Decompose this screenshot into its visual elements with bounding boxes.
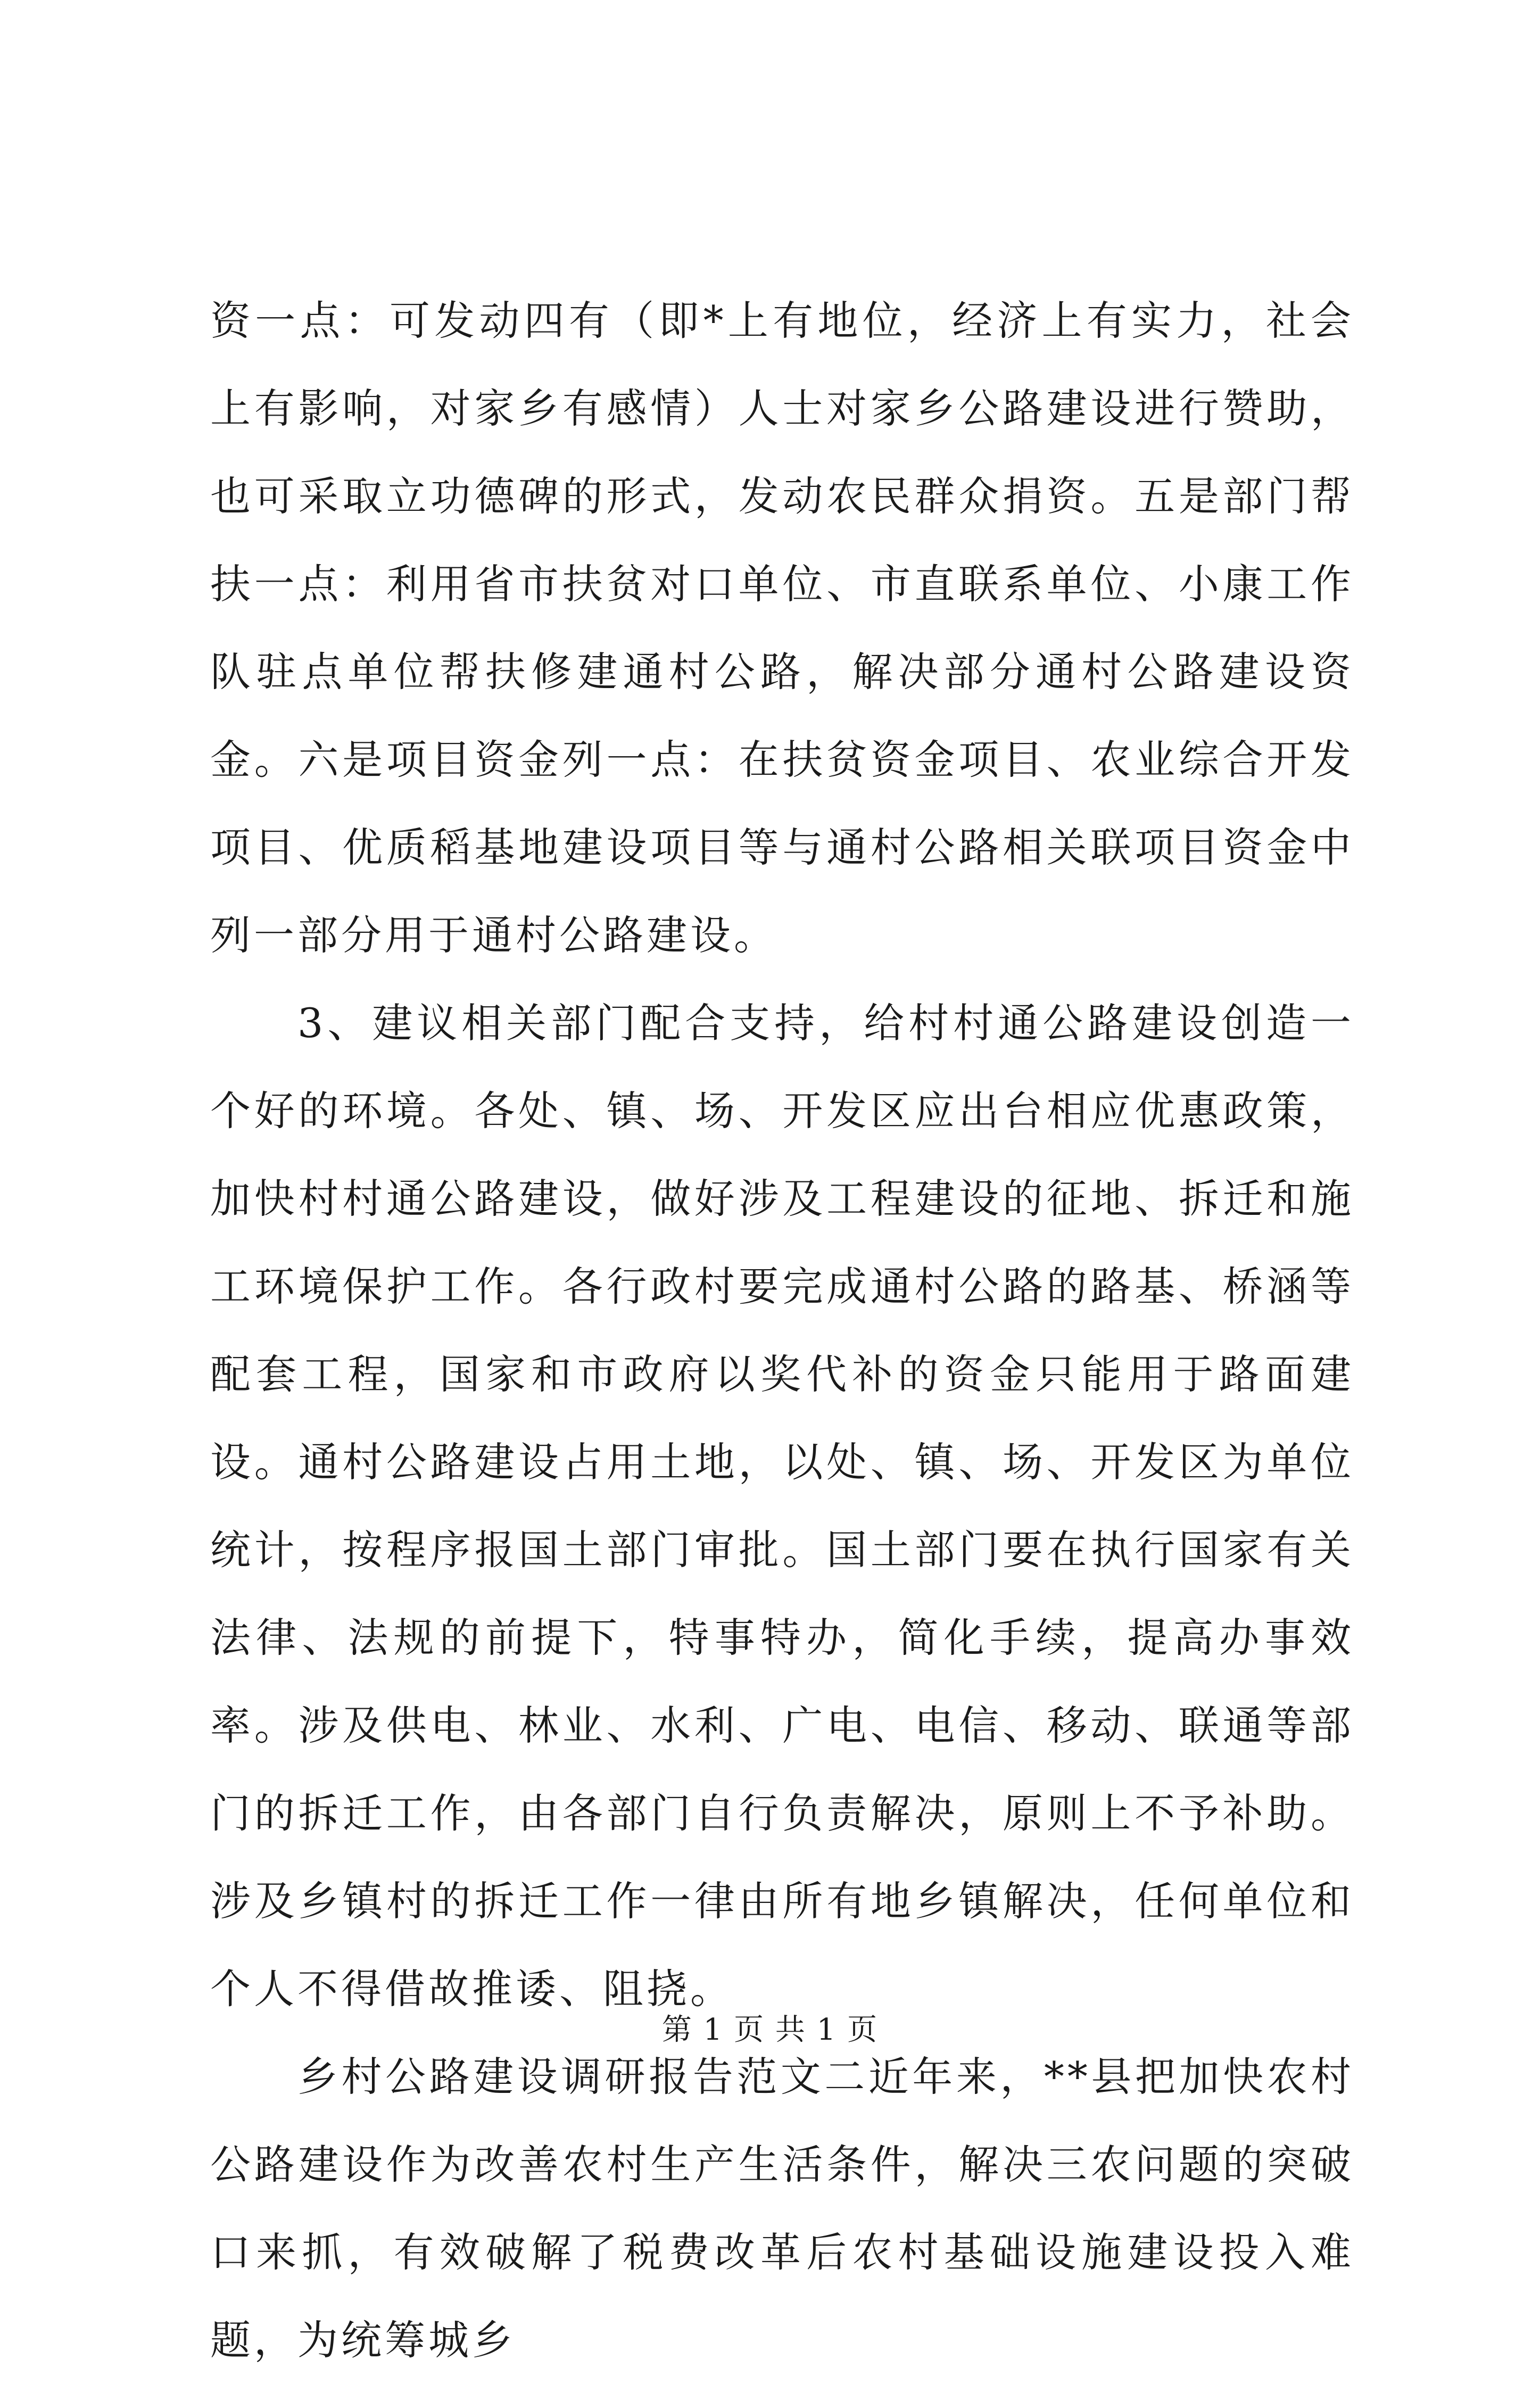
paragraph-continued: 资一点：可发动四有（即*上有地位，经济上有实力，社会上有影响，对家乡有感情）人士对家乡公路建设进行赞助，也可采取立功德碑的形式，发动农民群众捐资。五是部门帮扶一点：利用省市扶贫对口单位、市直联系单位、小康工作队驻点单位帮扶修建通村公路，解决部分通村公路建设资金。六是项目资金列一点：在扶贫资金项目、农业综合开发项目、优质稻基地建设项目等与通村公路相关联项目资金中列一部分用于通村公路建设。: [210, 297, 1354, 959]
document-body: [210, 277, 1354, 2384]
paragraph-report-two: 乡村公路建设调研报告范文二近年来，**县把加快农村公路建设作为改善农村生产生活条件，解决三农问题的突破口来抓，有效破解了税费改革后农村基础设施建设投入难题，为统筹城乡: [210, 2053, 1354, 2364]
page-footer: 第 1 页 共 1 页: [661, 2013, 879, 2047]
paragraph-recommendation-3: 3、建议相关部门配合支持，给村村通公路建设创造一个好的环境。各处、镇、场、开发区应出台相应优惠政策，加快村村通公路建设，做好涉及工程建设的征地、拆迁和施工环境保护工作。各行政村要完成通村公路的路基、桥涵等配套工程，国家和市政府以奖代补的资金只能用于路面建设。通村公路建设占用土地，以处、镇、场、开发区为单位统计，按程序报国土部门审批。国土部门要在执行国家有关法律、法规的前提下，特事特办，简化手续，提高办事效率。涉及供电、林业、水利、广电、电信、移动、联通等部门的拆迁工作，由各部门自行负责解决，原则上不予补助。涉及乡镇村的拆迁工作一律由所有地乡镇解决，任何单位和个人不得借故推诿、阻挠。: [210, 999, 1354, 2013]
